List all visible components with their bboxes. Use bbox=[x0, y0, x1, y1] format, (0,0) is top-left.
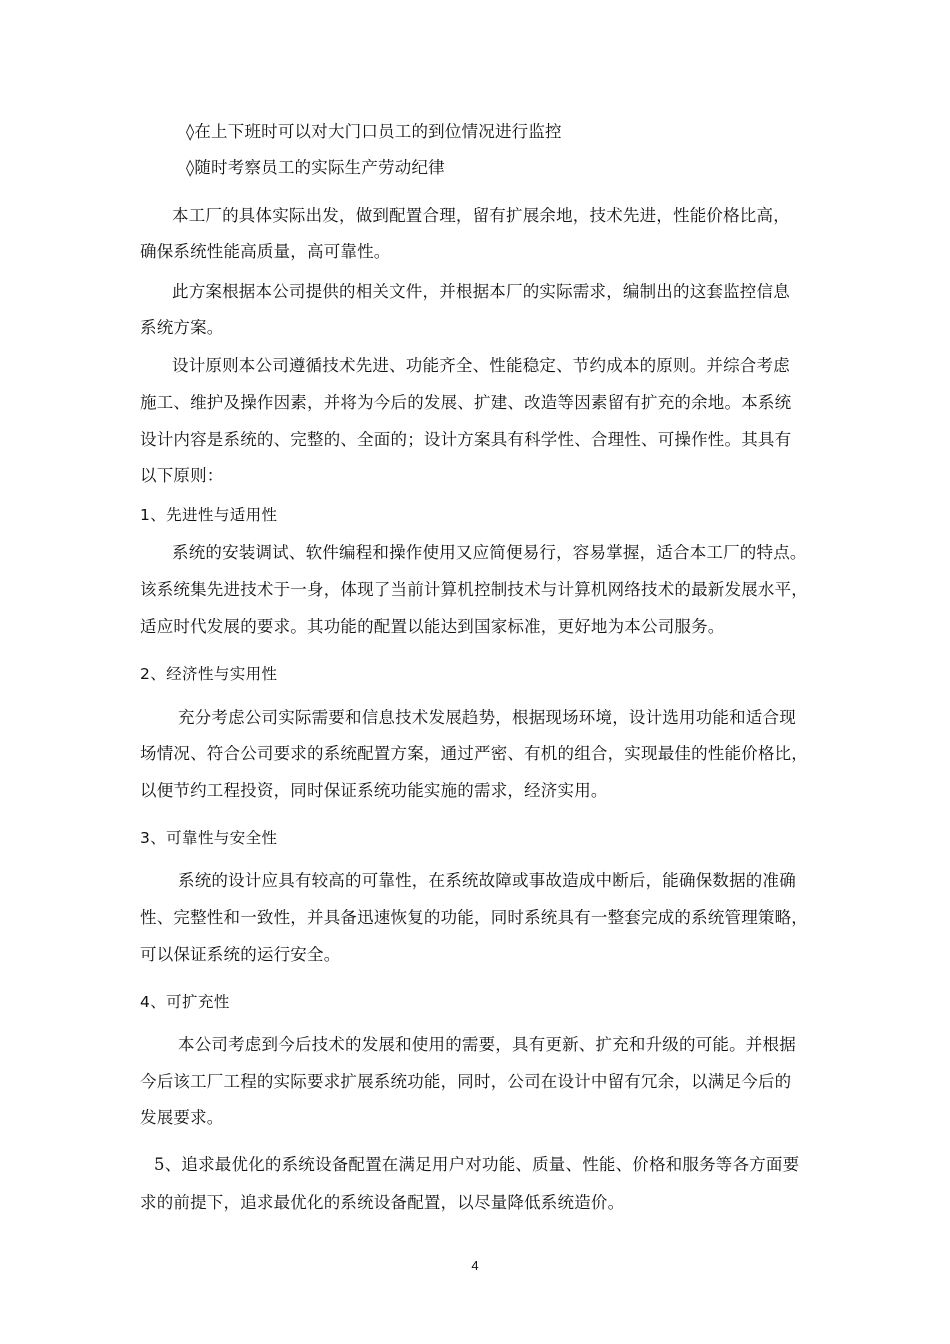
paragraph-line: 确保系统性能高质量，高可靠性。 bbox=[140, 242, 391, 261]
paragraph-line: 设计原则本公司遵循技术先进、功能齐全、性能稳定、节约成本的原则。并综合考虑 bbox=[172, 356, 790, 375]
paragraph-line: 本工厂的具体实际出发，做到配置合理，留有扩展余地，技术先进，性能价格比高， bbox=[172, 206, 790, 225]
paragraph-line: 以便节约工程投资，同时保证系统功能实施的需求，经济实用。 bbox=[140, 781, 608, 800]
paragraph-line: 场情况、符合公司要求的系统配置方案，通过严密、有机的组合，实现最佳的性能价格比， bbox=[140, 744, 808, 763]
paragraph-line: 求的前提下，追求最优化的系统设备配置，以尽量降低系统造价。 bbox=[140, 1193, 625, 1212]
paragraph-line: 充分考虑公司实际需要和信息技术发展趋势，根据现场环境，设计选用功能和适合现 bbox=[178, 708, 796, 727]
paragraph-line: 系统的安装调试、软件编程和操作使用又应简便易行，容易掌握，适合本工厂的特点。 bbox=[172, 543, 807, 562]
paragraph-line: 可以保证系统的运行安全。 bbox=[140, 945, 341, 964]
bullet-line: ◊在上下班时可以对大门口员工的到位情况进行监控 bbox=[186, 122, 562, 141]
paragraph-line: 适应时代发展的要求。其功能的配置以能达到国家标准，更好地为本公司服务。 bbox=[140, 617, 725, 636]
paragraph-line: 以下原则： bbox=[140, 466, 224, 485]
section-heading: 3、可靠性与安全性 bbox=[140, 829, 278, 847]
paragraph-line: 本公司考虑到今后技术的发展和使用的需要，具有更新、扩充和升级的可能。并根据 bbox=[178, 1035, 796, 1054]
paragraph-line: 此方案根据本公司提供的相关文件，并根据本厂的实际需求，编制出的这套监控信息 bbox=[172, 282, 790, 301]
page-number: 4 bbox=[471, 1258, 479, 1273]
paragraph-line: 系统的设计应具有较高的可靠性，在系统故障或事故造成中断后，能确保数据的准确 bbox=[178, 871, 796, 890]
section-heading: 2、经济性与实用性 bbox=[140, 665, 278, 683]
paragraph-line: 今后该工厂工程的实际要求扩展系统功能，同时，公司在设计中留有冗余，以满足今后的 bbox=[140, 1072, 792, 1091]
paragraph-line: 发展要求。 bbox=[140, 1108, 224, 1127]
paragraph-line: 该系统集先进技术于一身，体现了当前计算机控制技术与计算机网络技术的最新发展水平， bbox=[140, 580, 808, 599]
paragraph-line: 性、完整性和一致性，并具备迅速恢复的功能，同时系统具有一整套完成的系统管理策略， bbox=[140, 908, 808, 927]
bullet-line: ◊随时考察员工的实际生产劳动纪律 bbox=[186, 158, 445, 177]
paragraph-line: 设计内容是系统的、完整的、全面的；设计方案具有科学性、合理性、可操作性。其具有 bbox=[140, 430, 792, 449]
section-heading: 4、可扩充性 bbox=[140, 993, 230, 1011]
section-heading: 1、先进性与适用性 bbox=[140, 506, 278, 524]
paragraph-line: 系统方案。 bbox=[140, 318, 224, 337]
paragraph-line: 5、追求最优化的系统设备配置在满足用户对功能、质量、性能、价格和服务等各方面要 bbox=[154, 1155, 800, 1174]
paragraph-line: 施工、维护及操作因素，并将为今后的发展、扩建、改造等因素留有扩充的余地。本系统 bbox=[140, 393, 792, 412]
